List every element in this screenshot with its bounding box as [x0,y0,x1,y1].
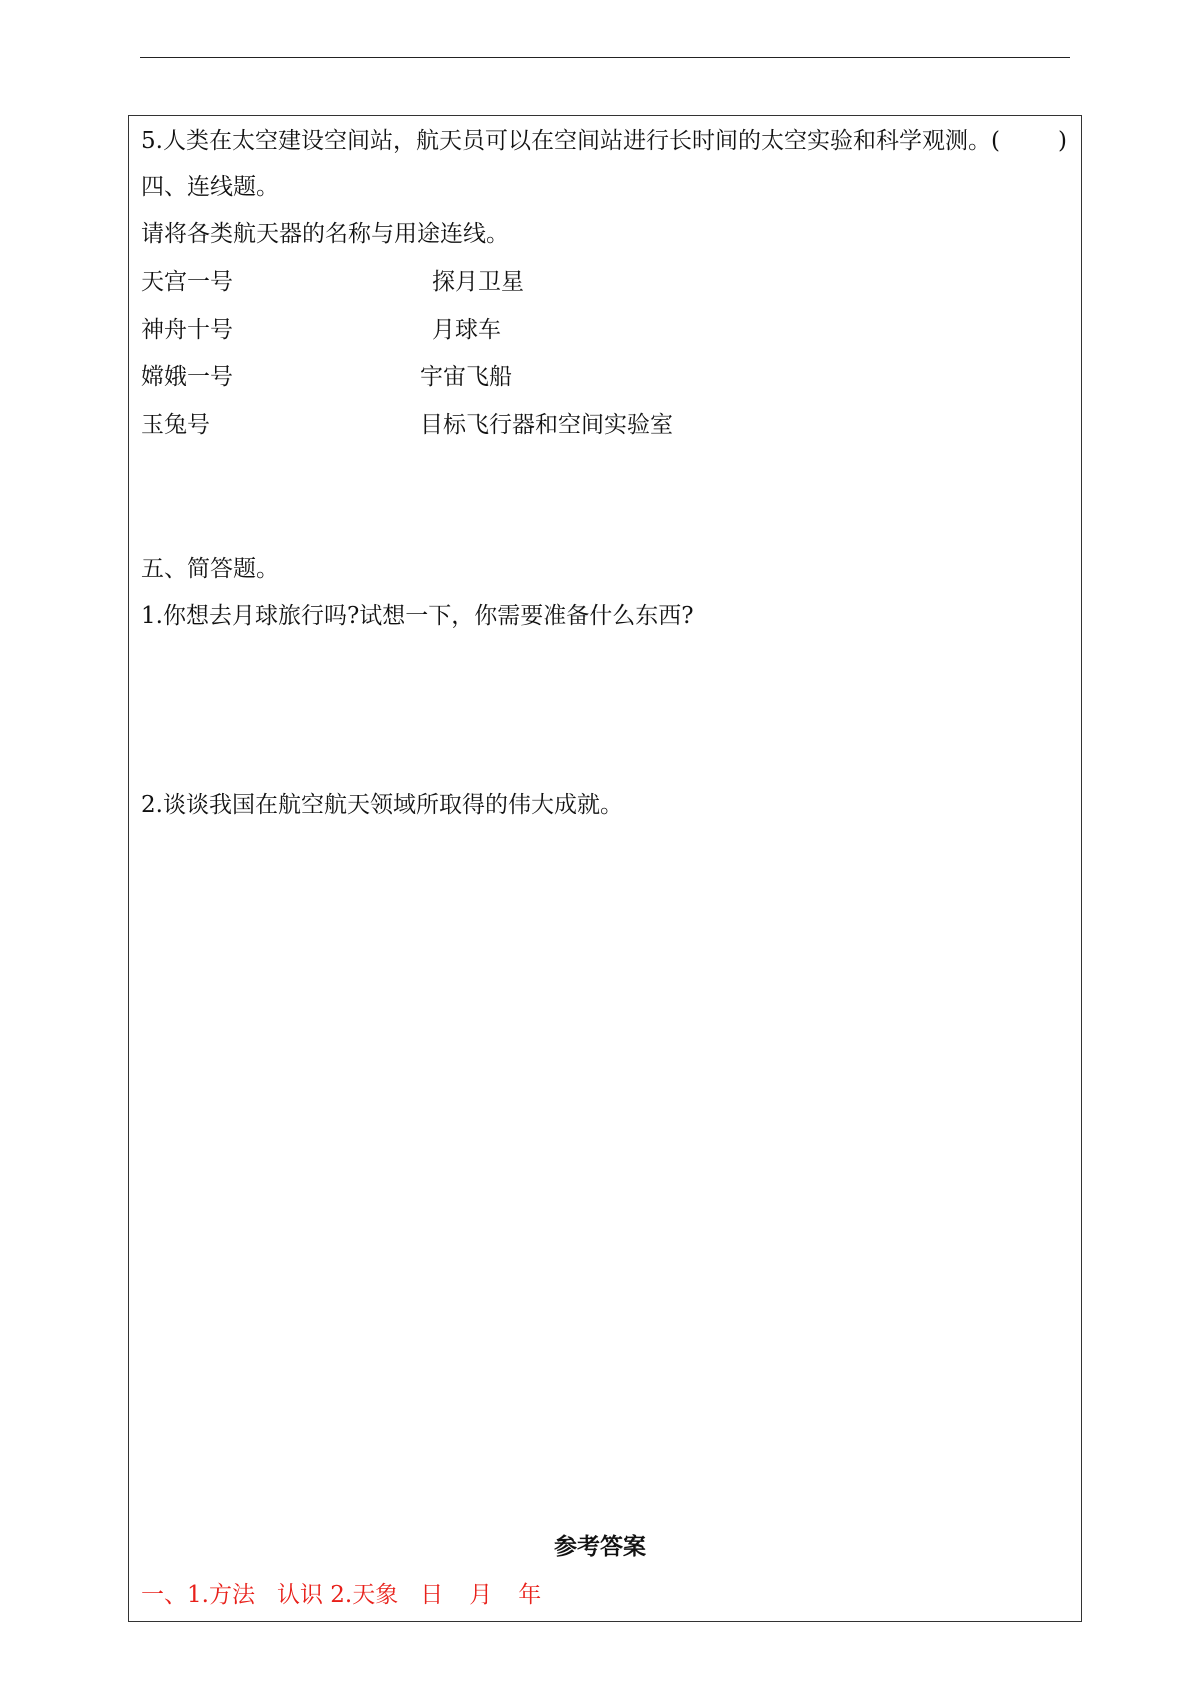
match-right-item: 月球车 [432,317,501,343]
answers-part: 年 [518,1582,542,1608]
section-5-heading: 五、简答题。 [141,556,279,582]
match-left-item: 神舟十号 [141,317,233,343]
section-4-instruction: 请将各类航天器的名称与用途连线。 [141,221,509,247]
short-answer-q1: 1.你想去月球旅行吗?试想一下，你需要准备什么东西? [141,603,694,629]
question-5-paren-close: ) [1058,128,1067,154]
question-5: 5.人类在太空建设空间站，航天员可以在空间站进行长时间的太空实验和科学观测。( [141,128,1000,154]
match-left-item: 天宫一号 [141,269,233,295]
answers-part: 一、1.方法 [141,1582,255,1608]
short-answer-q2: 2.谈谈我国在航空航天领域所取得的伟大成就。 [141,792,623,818]
answers-line-1 [141,1580,541,1610]
header-rule [140,57,1070,58]
answers-title: 参考答案 [554,1533,646,1560]
section-4-heading: 四、连线题。 [141,174,279,200]
match-left-item: 玉兔号 [141,412,210,438]
match-right-item: 探月卫星 [432,269,524,295]
match-right-item: 宇宙飞船 [420,364,512,390]
answers-part: 月 [469,1582,493,1608]
match-left-item: 嫦娥一号 [141,364,233,390]
content-frame [128,115,1082,1622]
answers-part: 日 [420,1582,444,1608]
answers-part: 认识 2.天象 [276,1582,399,1608]
match-right-item: 目标飞行器和空间实验室 [420,412,673,438]
